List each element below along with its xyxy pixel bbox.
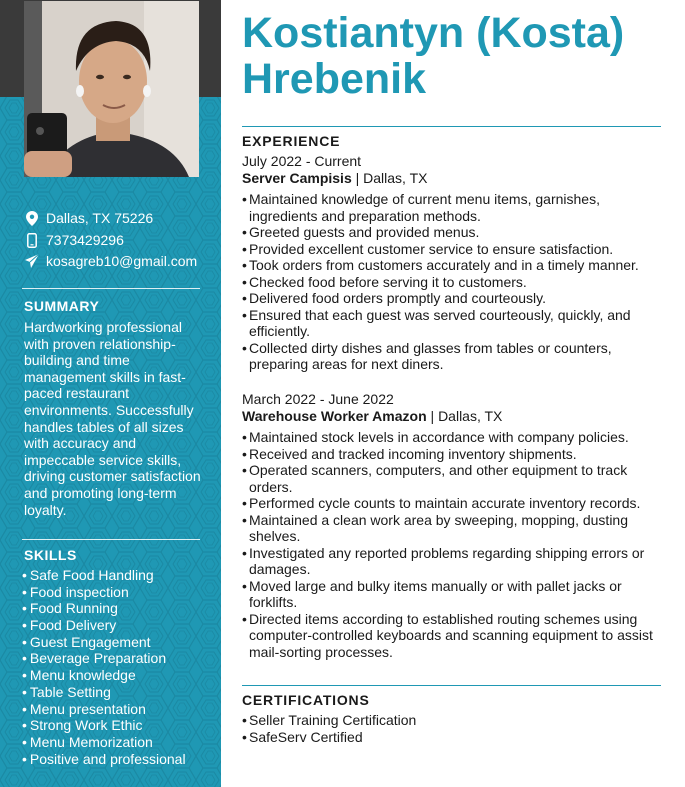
- job-bullet: • Maintained knowledge of current menu items, garnishes, ingredients and preparation methods.: [242, 191, 667, 224]
- skill-item: • Strong Work Ethic: [22, 717, 186, 734]
- skill-item: • Table Setting: [22, 684, 186, 701]
- job-bullets: [242, 191, 667, 373]
- job-bullet: • Greeted guests and provided menus.: [242, 224, 667, 241]
- summary-divider: [22, 288, 200, 289]
- certification-list: [242, 712, 667, 745]
- phone-icon: [24, 232, 40, 248]
- skill-item: • Positive and professional: [22, 751, 186, 768]
- job-bullet: • Maintained a clean work area by sweeping, mopping, dusting shelves.: [242, 512, 667, 545]
- job-bullet: • Moved large and bulky items manually or with pallet jacks or forklifts.: [242, 578, 667, 611]
- skill-item: • Food Delivery: [22, 617, 186, 634]
- job-bullet: • Investigated any reported problems regarding shipping errors or damages.: [242, 545, 667, 578]
- skill-item: • Menu presentation: [22, 701, 186, 718]
- skills-heading: SKILLS: [24, 547, 77, 563]
- map-pin-icon: [24, 210, 40, 226]
- job-title-line: Server Campisis | Dallas, TX: [242, 170, 428, 186]
- skill-item: • Menu knowledge: [22, 667, 186, 684]
- job-bullet: • Took orders from customers accurately and in a timely manner.: [242, 257, 667, 274]
- job-dates: July 2022 - Current: [242, 153, 362, 169]
- job-bullet: • Received and tracked incoming inventory shipments.: [242, 446, 667, 463]
- certification-item: • Seller Training Certification: [242, 712, 667, 729]
- skills-divider: [22, 539, 200, 540]
- job-title: Warehouse Worker Amazon: [242, 408, 427, 424]
- skill-item: • Food Running: [22, 600, 186, 617]
- summary-text: Hardworking professional with proven relationship-building and time management skills in fast-paced restaurant environments. Successfully handles tables of all sizes with accuracy and impeccable service skills, driving customer satisfaction and promoting long-term loyalty.: [24, 319, 201, 518]
- certifications-divider: [242, 685, 661, 686]
- location-text: Dallas, TX 75226: [46, 210, 154, 226]
- job-bullet: • Provided excellent customer service to ensure satisfaction.: [242, 241, 667, 258]
- contact-phone: [24, 232, 124, 248]
- job-bullet: • Checked food before serving it to customers.: [242, 274, 667, 291]
- job-bullets: [242, 429, 667, 660]
- candidate-name: Kostiantyn (Kosta) Hrebenik: [242, 9, 625, 103]
- job-bullet: • Operated scanners, computers, and other equipment to track orders.: [242, 462, 667, 495]
- job-bullet: • Directed items according to established routing schemes using computer-controlled keyboards and scanning equipment to assist mail-sorting processes.: [242, 611, 667, 661]
- job-location: Dallas, TX: [438, 408, 503, 424]
- job-location: Dallas, TX: [363, 170, 428, 186]
- email-text[interactable]: kosagreb10@gmail.com: [46, 253, 198, 269]
- skill-item: • Beverage Preparation: [22, 650, 186, 667]
- skill-item: • Food inspection: [22, 584, 186, 601]
- job-bullet: • Performed cycle counts to maintain accurate inventory records.: [242, 495, 667, 512]
- skill-item: • Menu Memorization: [22, 734, 186, 751]
- job-title-line: Warehouse Worker Amazon | Dallas, TX: [242, 408, 503, 424]
- job-bullet: • Maintained stock levels in accordance with company policies.: [242, 429, 667, 446]
- job-dates: March 2022 - June 2022: [242, 391, 394, 407]
- contact-email: [24, 253, 197, 269]
- certifications-heading: CERTIFICATIONS: [242, 692, 370, 708]
- sidebar: [0, 0, 221, 787]
- job-bullet: • Ensured that each guest was served courteously, quickly, and efficiently.: [242, 307, 667, 340]
- experience-heading: EXPERIENCE: [242, 133, 341, 149]
- phone-text: 7373429296: [46, 232, 124, 248]
- job-title: Server Campisis: [242, 170, 352, 186]
- experience-divider: [242, 126, 661, 127]
- certification-item: • SafeServ Certified: [242, 729, 667, 746]
- skill-item: • Guest Engagement: [22, 634, 186, 651]
- profile-photo: [24, 1, 199, 177]
- job-bullet: • Delivered food orders promptly and courteously.: [242, 290, 667, 307]
- skill-item: • Safe Food Handling: [22, 567, 186, 584]
- job-bullet: • Collected dirty dishes and glasses from tables or counters, preparing areas for next diners.: [242, 340, 667, 373]
- summary-heading: SUMMARY: [24, 298, 100, 314]
- skills-list: [22, 567, 186, 767]
- contact-location: [24, 210, 153, 226]
- send-icon: [24, 253, 40, 269]
